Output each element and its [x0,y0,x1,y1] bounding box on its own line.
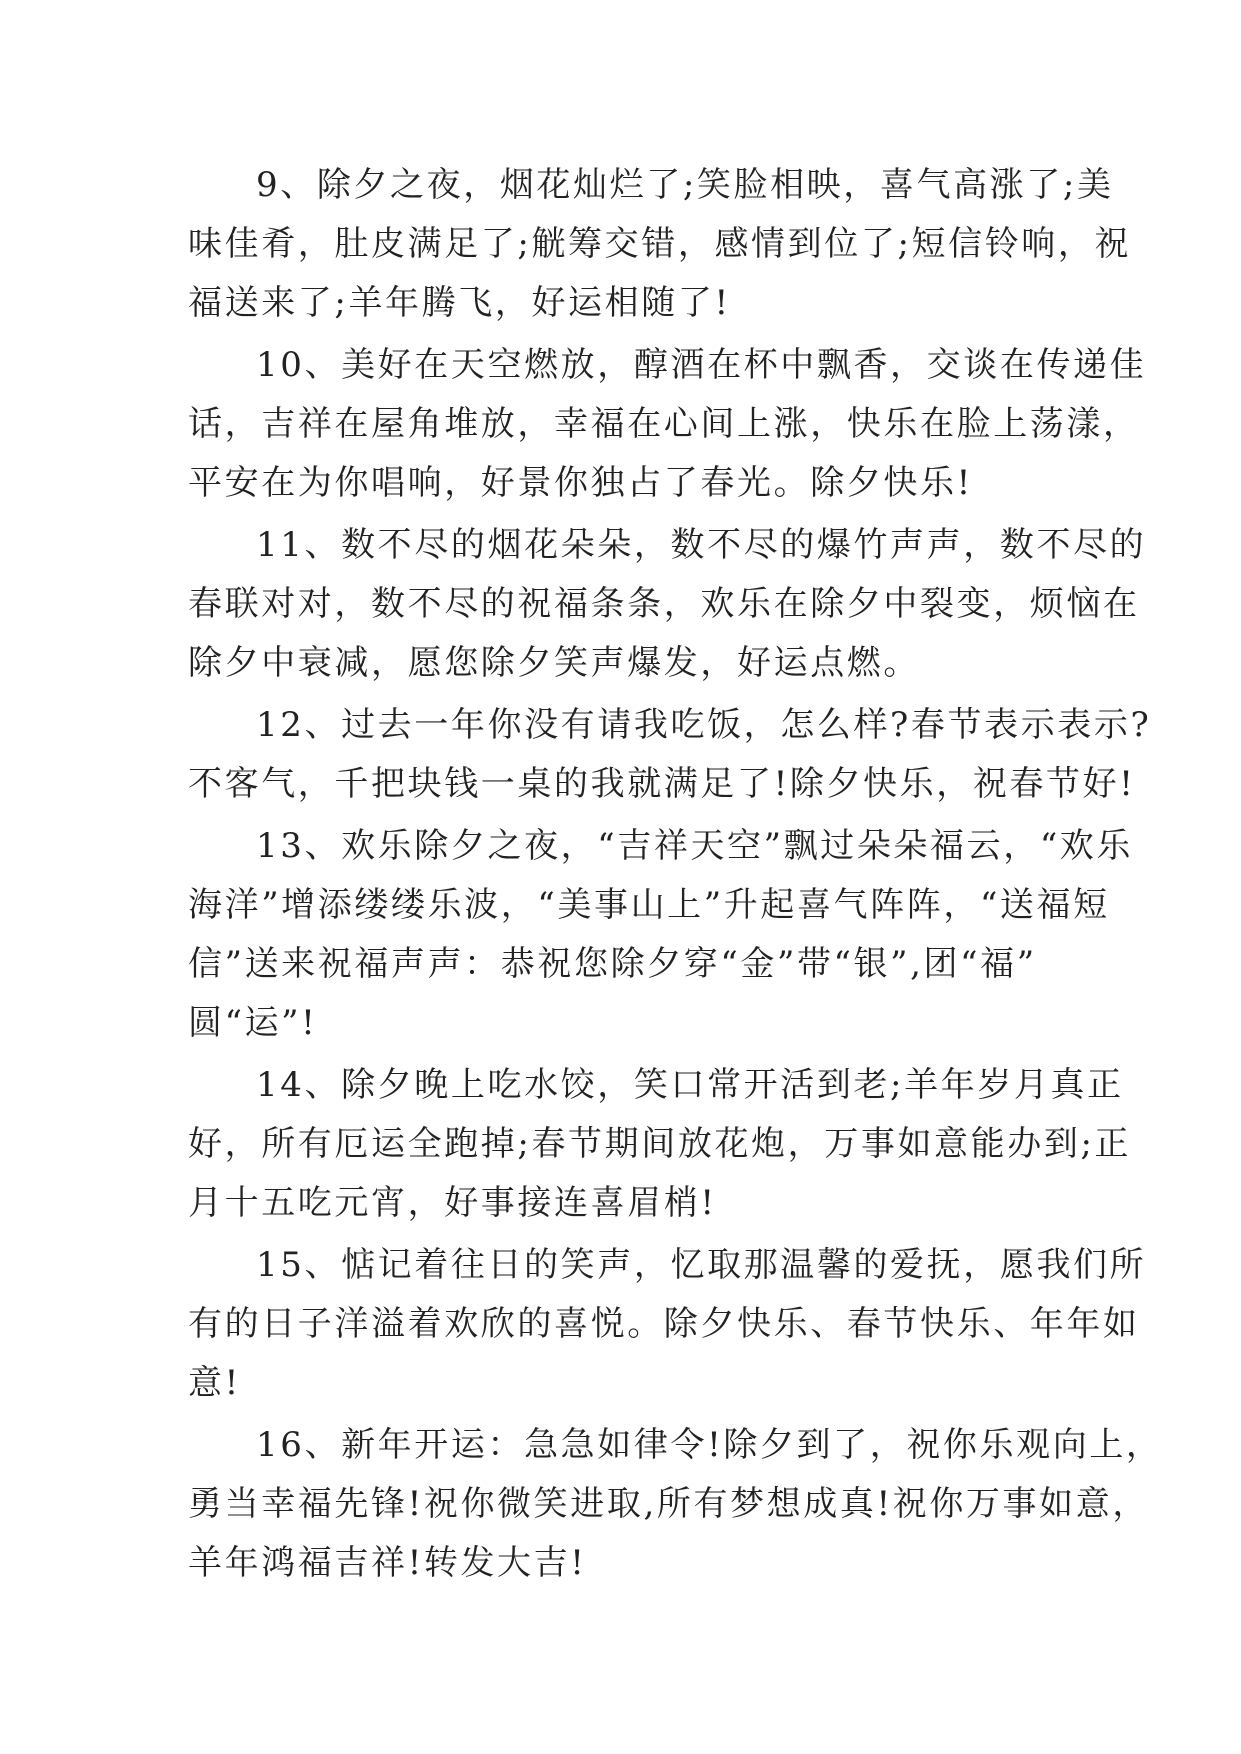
paragraph-line: 福送来了;羊年腾飞，好运相随了! [188,283,731,323]
paragraph-line: 意! [188,1363,241,1403]
paragraph-line: 圆“运”! [188,1003,318,1043]
paragraph-line: 16、新年开运：急急如律令!除夕到了，祝你乐观向上， [256,1425,1163,1465]
paragraph-line: 春联对对，数不尽的祝福条条，欢乐在除夕中裂变，烦恼在 [188,584,1140,624]
paragraph-16 [188,1416,1163,1593]
paragraph-line: 平安在为你唱响，好景你独占了春光。除夕快乐! [188,463,973,503]
paragraph-line: 味佳肴，肚皮满足了;觥筹交错，感情到位了;短信铃响，祝 [188,224,1132,264]
paragraph-line: 15、惦记着往日的笑声，忆取那温馨的爱抚，愿我们所 [256,1245,1147,1285]
paragraph-14 [188,1056,1132,1233]
paragraph-line: 勇当幸福先锋!祝你微笑进取,所有梦想成真!祝你万事如意， [188,1484,1149,1524]
paragraph-line: 14、除夕晚上吃水饺，笑口常开活到老;羊年岁月真正 [256,1065,1124,1105]
paragraph-line: 除夕中衰减，愿您除夕笑声爆发，好运点燃。 [188,643,920,683]
paragraph-line: 不客气，千把块钱一桌的我就满足了!除夕快乐，祝春节好! [188,764,1136,804]
paragraph-9 [188,156,1132,333]
paragraph-12 [188,696,1152,814]
paragraph-line: 话，吉祥在屋角堆放，幸福在心间上涨，快乐在脸上荡漾， [188,404,1140,444]
paragraph-line: 9、除夕之夜，烟花灿烂了;笑脸相映，喜气高涨了;美 [256,165,1114,205]
paragraph-13 [188,817,1134,1053]
paragraph-line: 月十五吃元宵，好事接连喜眉梢! [188,1183,717,1223]
paragraph-line: 12、过去一年你没有请我吃饭，怎么样?春节表示表示? [256,705,1152,745]
paragraph-10 [188,336,1147,513]
paragraph-line: 海洋”增添缕缕乐波，“美事山上”升起喜气阵阵，“送福短 [188,885,1110,925]
paragraph-15 [188,1236,1147,1413]
paragraph-line: 信”送来祝福声声：恭祝您除夕穿“金”带“银”,团“福” [188,944,1037,984]
paragraph-line: 好，所有厄运全跑掉;春节期间放花炮，万事如意能办到;正 [188,1124,1132,1164]
paragraph-line: 11、数不尽的烟花朵朵，数不尽的爆竹声声，数不尽的 [256,525,1147,565]
paragraph-line: 有的日子洋溢着欢欣的喜悦。除夕快乐、春节快乐、年年如 [188,1304,1140,1344]
paragraph-11 [188,516,1147,693]
paragraph-line: 13、欢乐除夕之夜，“吉祥天空”飘过朵朵福云，“欢乐 [256,826,1134,866]
paragraph-line: 10、美好在天空燃放，醇酒在杯中飘香，交谈在传递佳 [256,345,1147,385]
document-body [188,156,1163,1593]
paragraph-line: 羊年鸿福吉祥!转发大吉! [188,1543,587,1583]
